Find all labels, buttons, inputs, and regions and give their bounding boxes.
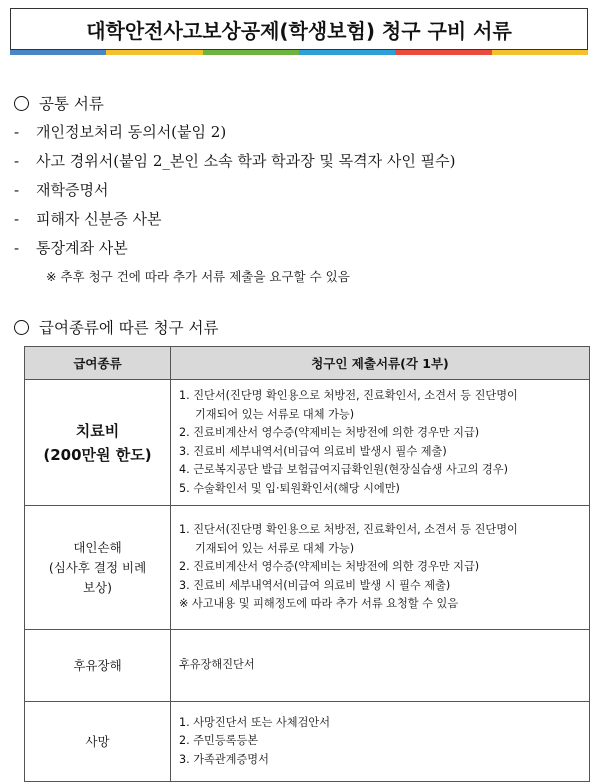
stripe-segment [492, 50, 588, 55]
document-line: 기재되어 있는 서류로 대체 가능) [195, 541, 355, 555]
documents-cell [171, 380, 590, 506]
category-cell [25, 702, 171, 782]
list-item: - 피해자 신분증 사본 [14, 210, 162, 228]
document-line: 3. 진료비 세부내역서(비급여 의료비 발생 시 필수 제출) [179, 578, 451, 592]
list-item: - 개인정보처리 동의서(붙임 2) [14, 123, 227, 141]
category-label: 대인손해 [73, 539, 122, 555]
document-line: 4. 근로복지공단 발급 보험급여지급확인원(현장실습생 사고의 경우) [179, 463, 508, 476]
list-item-text: 개인정보처리 동의서(붙임 2) [36, 123, 227, 141]
category-label: 치료비 [75, 421, 120, 440]
table-row [25, 702, 590, 782]
section-common-heading [14, 92, 104, 114]
document-line: 2. 진료비계산서 영수증(약제비는 처방전에 의한 경우만 지급) [179, 560, 480, 574]
category-sublabel: (200만원 한도) [43, 445, 152, 464]
list-item-text: 통장계좌 사본 [36, 239, 128, 257]
documents-cell [171, 630, 590, 702]
category-label: 후유장해 [73, 657, 122, 673]
category-cell [25, 506, 171, 630]
stripe-segment [395, 50, 491, 55]
document-line: 3. 가족관계증명서 [179, 752, 269, 766]
documents-cell [171, 506, 590, 630]
documents-cell [171, 702, 590, 782]
page-title: 대학안전사고보상공제(학생보험) 청구 구비 서류 [86, 18, 512, 43]
stripe-segment [299, 50, 395, 55]
section-heading-text: 공통 서류 [39, 95, 104, 113]
document-line: 3. 진료비 세부내역서(비급여 의료비 발생시 필수 제출) [179, 444, 447, 458]
circle-bullet-icon [14, 96, 29, 111]
list-item-text: 재학증명서 [36, 181, 109, 199]
document-line: ※ 사고내용 및 피해정도에 따라 추가 서류 요청할 수 있음 [179, 597, 459, 611]
stripe-segment [203, 50, 299, 55]
document-line: 2. 주민등록등본 [179, 734, 259, 748]
header-documents: 청구인 제출서류(각 1부) [171, 347, 590, 380]
additional-docs-note: ※ 추후 청구 건에 따라 추가 서류 제출을 요구할 수 있음 [46, 269, 350, 284]
document-line: 기재되어 있는 서류로 대체 가능) [195, 407, 355, 421]
list-item: - 사고 경위서(붙임 2_본인 소속 학과 학과장 및 목격자 사인 필수) [14, 152, 456, 170]
table-row [25, 630, 590, 702]
category-cell [25, 380, 171, 506]
stripe-segment [10, 50, 106, 55]
header-benefit-type: 급여종류 [25, 347, 171, 380]
document-line: 1. 사망진단서 또는 사체검안서 [179, 715, 331, 729]
table-header-row [25, 347, 590, 380]
title-box [10, 8, 588, 50]
circle-bullet-icon [14, 320, 29, 335]
category-label: 사망 [85, 733, 110, 749]
category-cell [25, 630, 171, 702]
document-line: 1. 진단서(진단명 확인용으로 처방전, 진료확인서, 소견서 등 진단명이 [179, 389, 518, 402]
category-sublabel: 보상) [82, 579, 113, 595]
document-line: 후유장해진단서 [179, 658, 255, 672]
section-heading-text: 급여종류에 따른 청구 서류 [39, 319, 219, 337]
document-line: 1. 진단서(진단명 확인용으로 처방전, 진료확인서, 소견서 등 진단명이 [179, 523, 518, 537]
document-line: 5. 수술확인서 및 입·퇴원확인서(해당 시에만) [179, 481, 400, 495]
section-benefit-heading [14, 316, 219, 338]
claim-documents-table [24, 346, 590, 782]
color-stripe [10, 50, 588, 55]
table-row [25, 506, 590, 630]
list-item: - 통장계좌 사본 [14, 239, 128, 257]
stripe-segment [106, 50, 202, 55]
list-item-text: 피해자 신분증 사본 [36, 210, 162, 228]
table-row [25, 380, 590, 506]
list-item-text: 사고 경위서(붙임 2_본인 소속 학과 학과장 및 목격자 사인 필수) [36, 152, 456, 170]
list-item: - 재학증명서 [14, 181, 109, 199]
category-sublabel: (심사후 결정 비례 [48, 559, 147, 575]
document-line: 2. 진료비계산서 영수증(약제비는 처방전에 의한 경우만 지급) [179, 426, 480, 439]
